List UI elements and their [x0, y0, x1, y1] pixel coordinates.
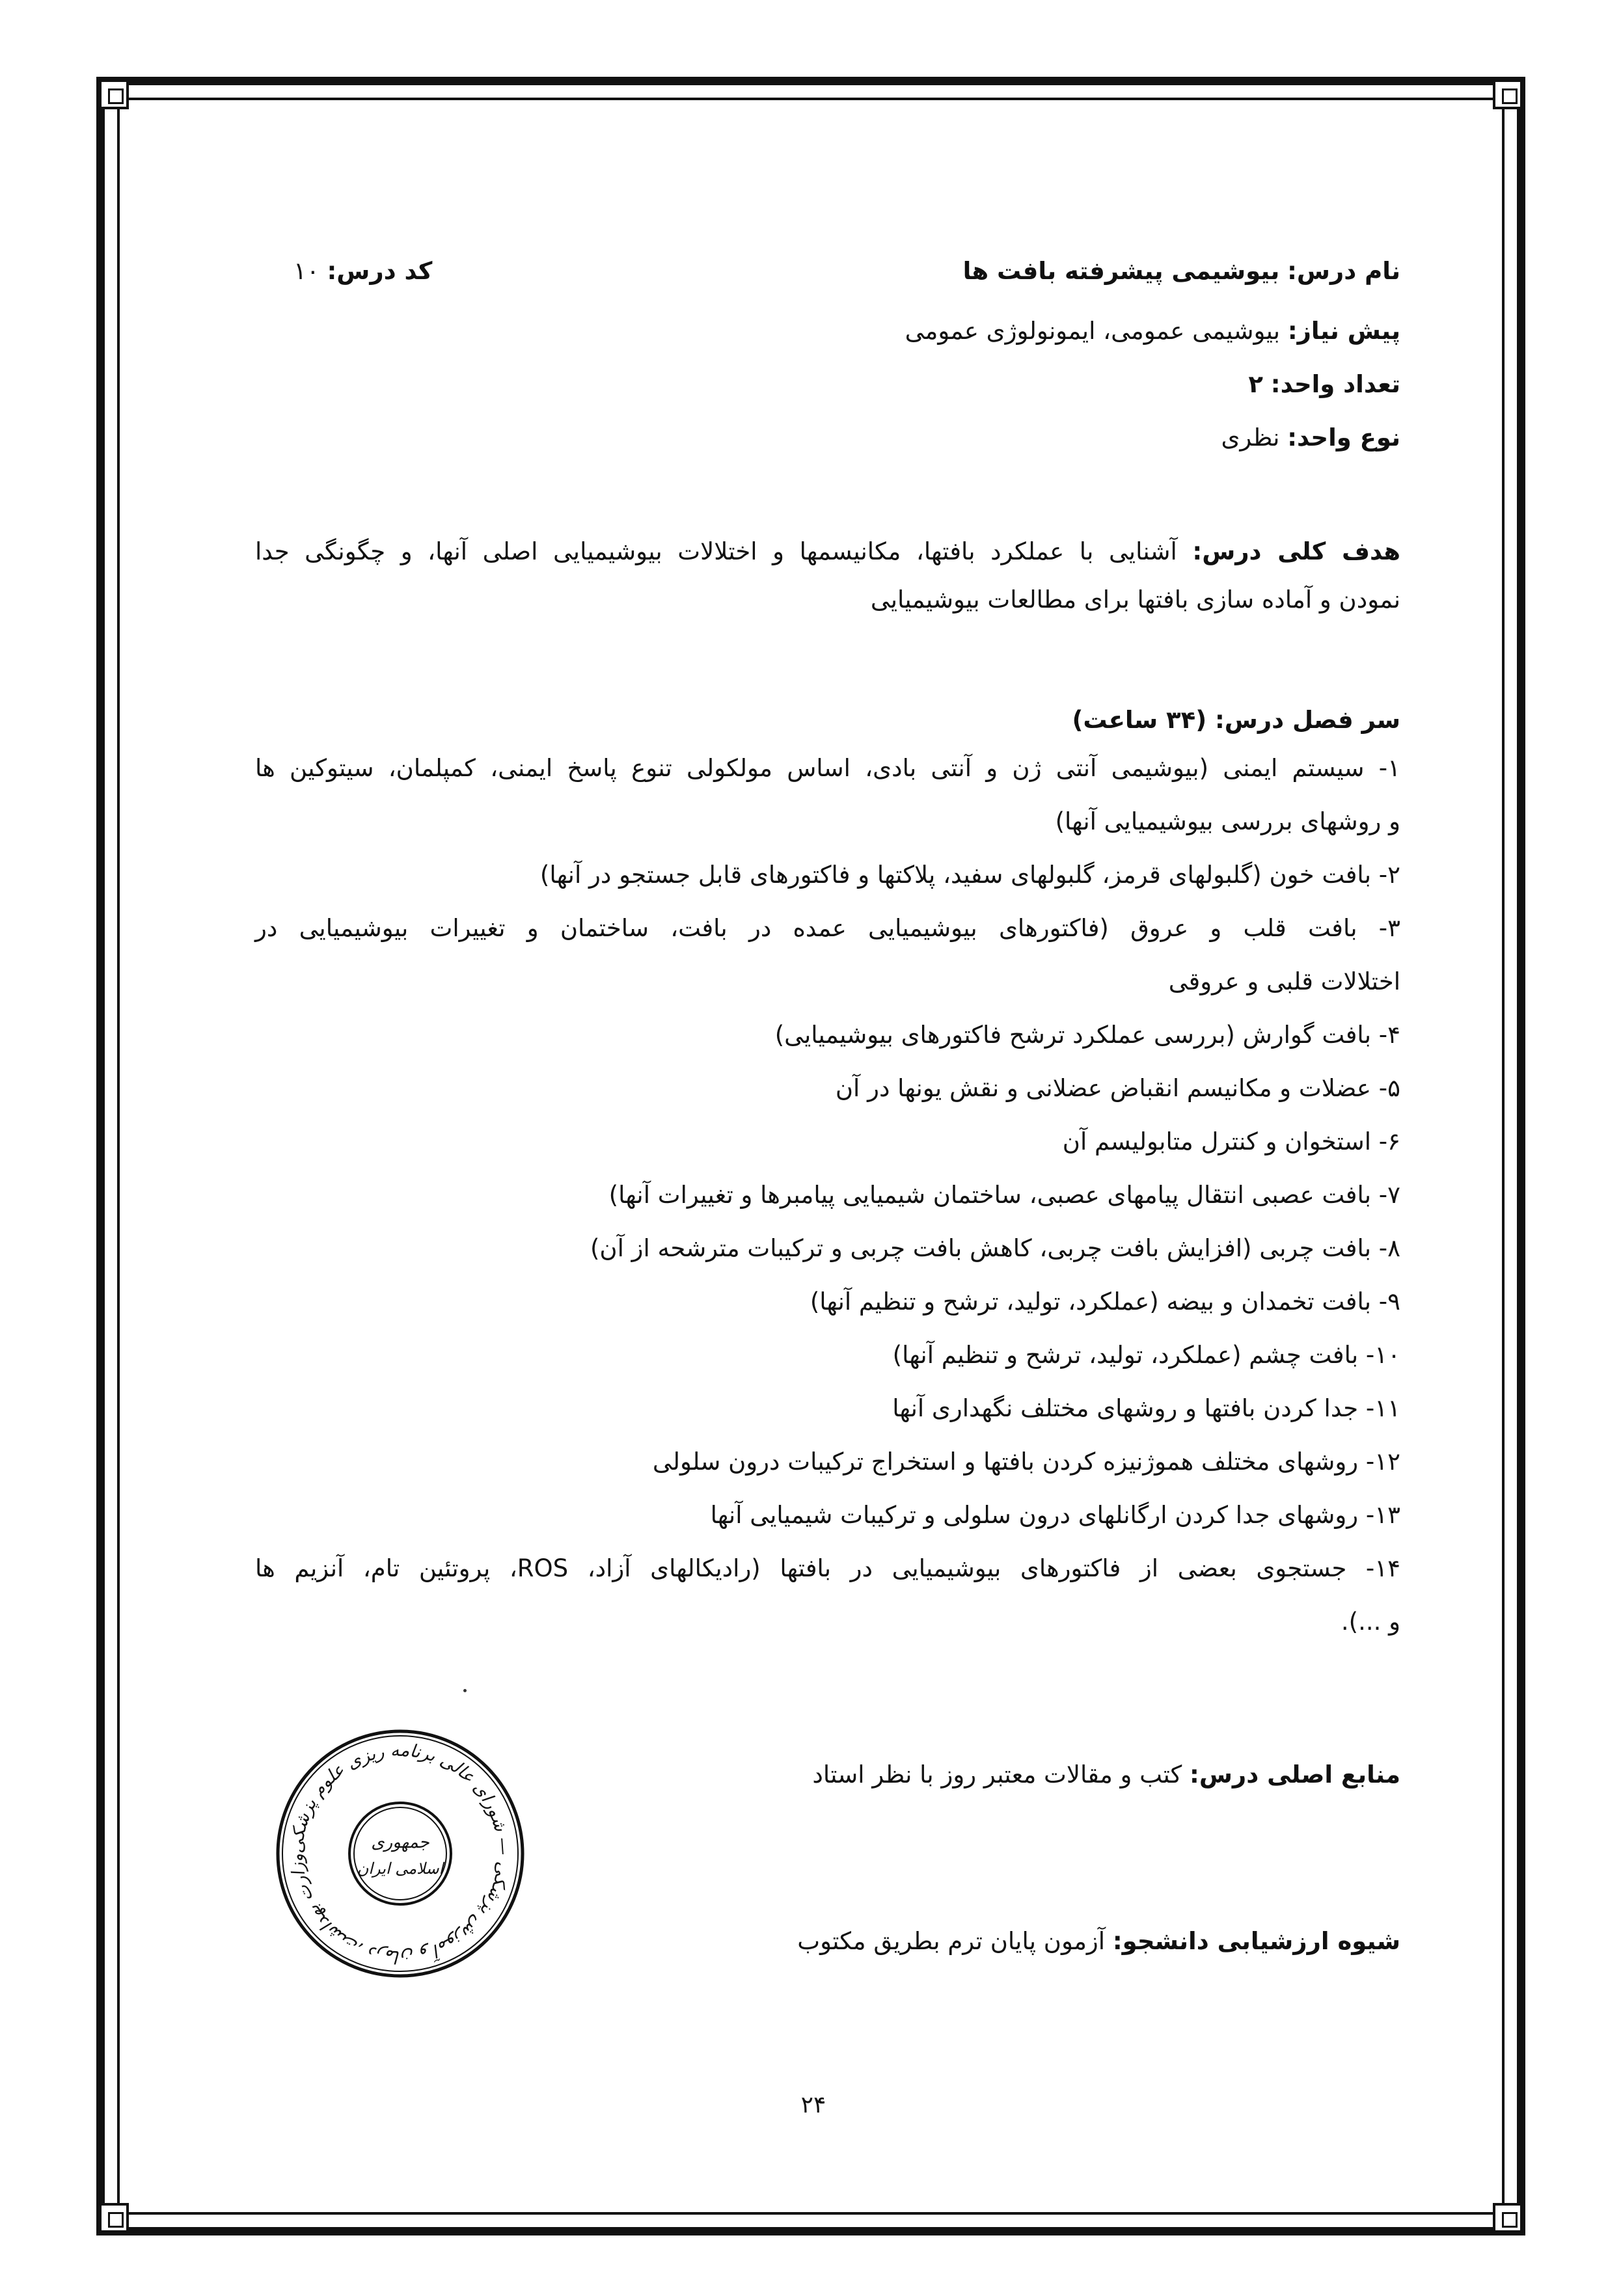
objective-text-1: آشنایی با عملکرد بافتها، مکانیسمها و اختلالات بیوشیمیایی اصلی آنها، و چگونگی جدا [255, 537, 1177, 565]
seal-inner-line-2: اسلامی ایران [357, 1859, 444, 1878]
border-corner-ornament [99, 79, 129, 109]
seal-inner-line-1: جمهوری [371, 1833, 429, 1852]
unit-type-row [1221, 422, 1400, 454]
unit-type-value: نظری [1221, 424, 1280, 452]
prereq-value: بیوشیمی عمومی، ایمونولوژی عمومی [905, 317, 1281, 345]
course-name-label: نام درس: [1287, 257, 1400, 285]
outline-line: ۱۱- جدا کردن بافتها و روشهای مختلف نگهداری آنها [892, 1394, 1400, 1422]
objective-line-2: نمودن و آماده سازی بافتها برای مطالعات بیوشیمیایی [870, 586, 1400, 614]
prereq-label: پیش نیاز: [1287, 317, 1400, 345]
unit-type-label: نوع واحد: [1287, 424, 1400, 452]
sources-row [812, 1759, 1400, 1791]
stray-mark [463, 1689, 467, 1692]
svg-text:وزارت بهداشت، درمان و آموزش پز [287, 1740, 514, 1967]
seal-outer-text: وزارت بهداشت، درمان و آموزش پزشکی — شورای عالی برنامه ریزی علوم پزشکی [286, 1740, 514, 1967]
evaluation-value: آزمون پایان ترم بطریق مکتوب [797, 1927, 1106, 1955]
outline-line: ۳- بافت قلب و عروق (فاکتورهای بیوشیمیایی عمده در بافت، ساختمان و تغییرات بیوشیمیایی در [255, 914, 1400, 942]
outline-title: سر فصل درس: (۳۴ ساعت) [1072, 706, 1400, 734]
units-row [1248, 368, 1400, 401]
page-number: ۲۴ [800, 2092, 826, 2118]
outline-line: و ...). [1341, 1608, 1400, 1636]
course-name-row [963, 255, 1400, 288]
units-value: ۲ [1248, 370, 1264, 398]
units-label: تعداد واحد: [1270, 370, 1400, 398]
evaluation-label: شیوه ارزشیابی دانشجو: [1112, 1927, 1400, 1955]
outline-line: ۱۰- بافت چشم (عملکرد، تولید، ترشح و تنظیم آنها) [892, 1341, 1400, 1369]
evaluation-row [797, 1925, 1400, 1958]
sources-label: منابع اصلی درس: [1190, 1761, 1400, 1789]
outline-line: ۱- سیستم ایمنی (بیوشیمی آنتی ژن و آنتی بادی، اساس مولکولی تنوع پاسخ ایمنی، کمپلمان، سیتوکین ها [255, 754, 1400, 782]
prereq-row [905, 315, 1400, 347]
objective-line-1 [255, 535, 1400, 568]
outline-line: ۱۳- روشهای جدا کردن ارگانلهای درون سلولی و ترکیبات شیمیایی آنها [710, 1501, 1400, 1529]
outline-line: ۴- بافت گوارش (بررسی عملکرد ترشح فاکتورهای بیوشیمیایی) [774, 1021, 1400, 1049]
outline-line: ۸- بافت چربی (افزایش بافت چربی، کاهش بافت چربی و ترکیبات مترشحه از آن) [590, 1234, 1400, 1262]
border-corner-ornament [1493, 79, 1523, 109]
outline-line: ۵- عضلات و مکانیسم انقباض عضلانی و نقش یونها در آن [835, 1074, 1400, 1102]
outline-line: ۹- بافت تخمدان و بیضه (عملکرد، تولید، ترشح و تنظیم آنها) [810, 1288, 1400, 1316]
outline-line: ۷- بافت عصبی انتقال پیامهای عصبی، ساختمان شیمیایی پیامبرها و تغییرات آنها) [608, 1181, 1400, 1209]
outline-line: ۲- بافت خون (گلبولهای قرمز، گلبولهای سفید، پلاکتها و فاکتورهای قابل جستجو در آنها) [539, 861, 1400, 889]
outline-line: ۱۲- روشهای مختلف هموژنیزه کردن بافتها و استخراج ترکیبات درون سلولی [652, 1448, 1400, 1476]
course-code-row [293, 255, 432, 288]
outline-line: و روشهای بررسی بیوشیمیایی آنها) [1055, 807, 1400, 835]
objective-label: هدف کلی درس: [1192, 537, 1401, 565]
course-code-label: کد درس: [327, 257, 433, 285]
sources-value: کتب و مقالات معتبر روز با نظر استاد [812, 1761, 1182, 1789]
official-seal-stamp [273, 1727, 527, 1980]
course-code: ۱۰ [293, 257, 320, 285]
border-corner-ornament [1493, 2203, 1523, 2233]
border-corner-ornament [99, 2203, 129, 2233]
outline-line: ۱۴- جستجوی بعضی از فاکتورهای بیوشیمیایی در بافتها (رادیکالهای آزاد، ROS، پروتئین تام، آنزیم ها [255, 1554, 1401, 1582]
outline-line: اختلالات قلبی و عروقی [1168, 967, 1400, 995]
outline-line: ۶- استخوان و کنترل متابولیسم آن [1062, 1128, 1400, 1155]
course-name: بیوشیمی پیشرفته بافت ها [962, 257, 1280, 285]
